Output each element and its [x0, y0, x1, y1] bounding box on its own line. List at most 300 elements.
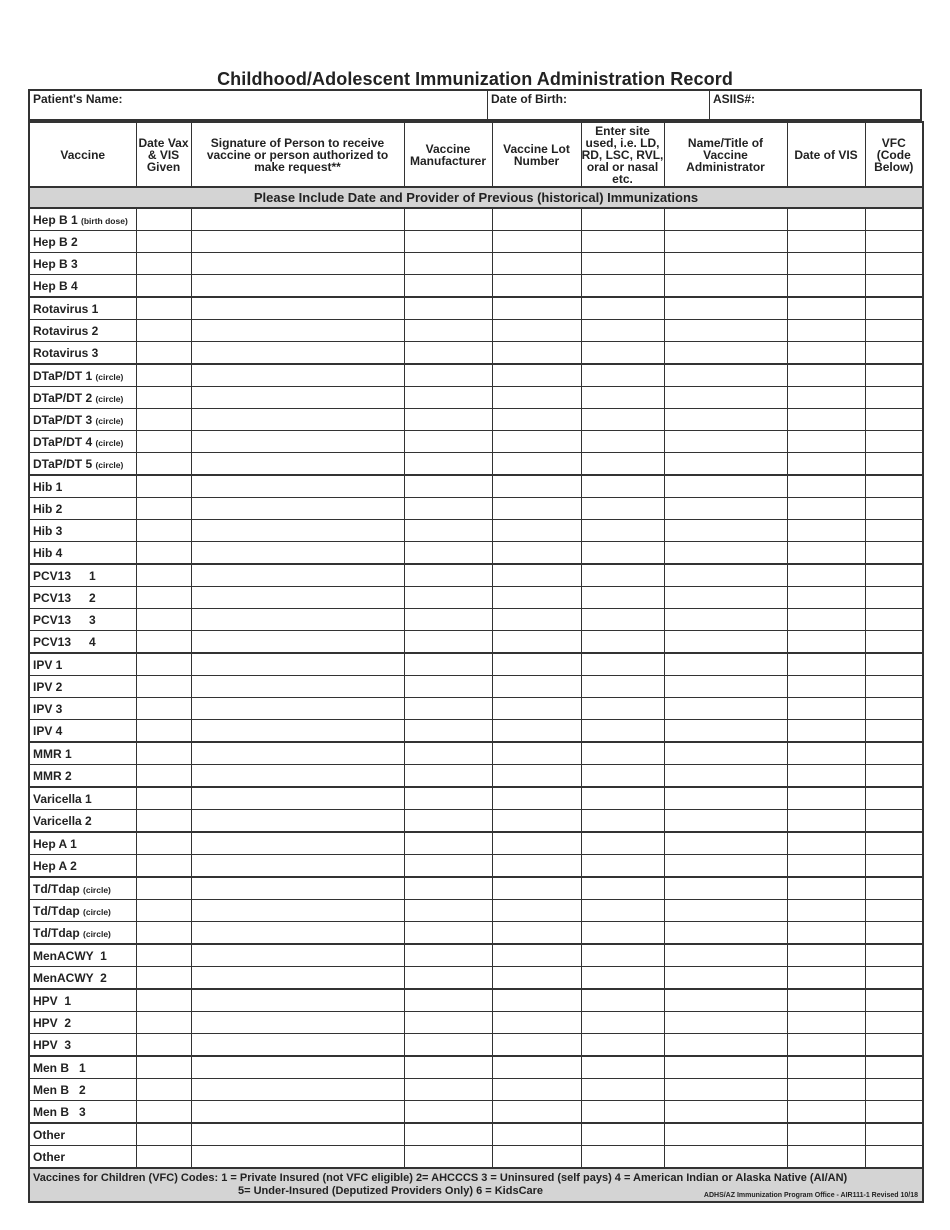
site-cell[interactable]	[581, 922, 664, 945]
date-vis-cell[interactable]	[787, 832, 865, 855]
date-vax-cell[interactable]	[136, 208, 191, 231]
signature-cell[interactable]	[191, 832, 404, 855]
date-vis-cell[interactable]	[787, 631, 865, 654]
vfc-cell[interactable]	[865, 320, 923, 342]
manufacturer-cell[interactable]	[404, 989, 492, 1012]
manufacturer-cell[interactable]	[404, 742, 492, 765]
vfc-cell[interactable]	[865, 1101, 923, 1124]
vfc-cell[interactable]	[865, 1012, 923, 1034]
administrator-cell[interactable]	[664, 409, 787, 431]
signature-cell[interactable]	[191, 720, 404, 743]
site-cell[interactable]	[581, 676, 664, 698]
administrator-cell[interactable]	[664, 653, 787, 676]
manufacturer-cell[interactable]	[404, 364, 492, 387]
administrator-cell[interactable]	[664, 676, 787, 698]
manufacturer-cell[interactable]	[404, 698, 492, 720]
date-vax-cell[interactable]	[136, 542, 191, 565]
administrator-cell[interactable]	[664, 1101, 787, 1124]
lot-number-cell[interactable]	[492, 364, 581, 387]
site-cell[interactable]	[581, 720, 664, 743]
vfc-cell[interactable]	[865, 653, 923, 676]
administrator-cell[interactable]	[664, 431, 787, 453]
administrator-cell[interactable]	[664, 1079, 787, 1101]
date-vis-cell[interactable]	[787, 231, 865, 253]
date-vax-cell[interactable]	[136, 877, 191, 900]
administrator-cell[interactable]	[664, 1012, 787, 1034]
date-vax-cell[interactable]	[136, 1123, 191, 1146]
signature-cell[interactable]	[191, 431, 404, 453]
administrator-cell[interactable]	[664, 609, 787, 631]
date-vax-cell[interactable]	[136, 409, 191, 431]
site-cell[interactable]	[581, 431, 664, 453]
date-vax-cell[interactable]	[136, 253, 191, 275]
lot-number-cell[interactable]	[492, 698, 581, 720]
site-cell[interactable]	[581, 453, 664, 476]
signature-cell[interactable]	[191, 631, 404, 654]
date-vax-cell[interactable]	[136, 676, 191, 698]
signature-cell[interactable]	[191, 1079, 404, 1101]
vfc-cell[interactable]	[865, 609, 923, 631]
site-cell[interactable]	[581, 542, 664, 565]
site-cell[interactable]	[581, 587, 664, 609]
date-vis-cell[interactable]	[787, 989, 865, 1012]
vfc-cell[interactable]	[865, 989, 923, 1012]
administrator-cell[interactable]	[664, 253, 787, 275]
date-vis-cell[interactable]	[787, 297, 865, 320]
lot-number-cell[interactable]	[492, 765, 581, 788]
site-cell[interactable]	[581, 877, 664, 900]
administrator-cell[interactable]	[664, 498, 787, 520]
date-vax-cell[interactable]	[136, 653, 191, 676]
date-vax-cell[interactable]	[136, 631, 191, 654]
date-vis-cell[interactable]	[787, 542, 865, 565]
date-vis-cell[interactable]	[787, 1012, 865, 1034]
vfc-cell[interactable]	[865, 1034, 923, 1057]
site-cell[interactable]	[581, 275, 664, 298]
administrator-cell[interactable]	[664, 698, 787, 720]
vfc-cell[interactable]	[865, 453, 923, 476]
administrator-cell[interactable]	[664, 387, 787, 409]
signature-cell[interactable]	[191, 208, 404, 231]
lot-number-cell[interactable]	[492, 877, 581, 900]
signature-cell[interactable]	[191, 765, 404, 788]
vfc-cell[interactable]	[865, 900, 923, 922]
date-vax-cell[interactable]	[136, 475, 191, 498]
date-vax-cell[interactable]	[136, 498, 191, 520]
lot-number-cell[interactable]	[492, 1146, 581, 1169]
site-cell[interactable]	[581, 520, 664, 542]
lot-number-cell[interactable]	[492, 676, 581, 698]
manufacturer-cell[interactable]	[404, 653, 492, 676]
administrator-cell[interactable]	[664, 475, 787, 498]
date-vax-cell[interactable]	[136, 387, 191, 409]
site-cell[interactable]	[581, 1012, 664, 1034]
date-vax-cell[interactable]	[136, 720, 191, 743]
signature-cell[interactable]	[191, 542, 404, 565]
vfc-cell[interactable]	[865, 587, 923, 609]
date-vis-cell[interactable]	[787, 409, 865, 431]
site-cell[interactable]	[581, 1101, 664, 1124]
administrator-cell[interactable]	[664, 1123, 787, 1146]
manufacturer-cell[interactable]	[404, 498, 492, 520]
date-vax-cell[interactable]	[136, 587, 191, 609]
lot-number-cell[interactable]	[492, 810, 581, 833]
date-vax-cell[interactable]	[136, 1079, 191, 1101]
vfc-cell[interactable]	[865, 409, 923, 431]
lot-number-cell[interactable]	[492, 1034, 581, 1057]
date-vis-cell[interactable]	[787, 320, 865, 342]
administrator-cell[interactable]	[664, 587, 787, 609]
date-vax-cell[interactable]	[136, 609, 191, 631]
signature-cell[interactable]	[191, 1034, 404, 1057]
lot-number-cell[interactable]	[492, 944, 581, 967]
date-vax-cell[interactable]	[136, 1056, 191, 1079]
manufacturer-cell[interactable]	[404, 832, 492, 855]
date-vis-cell[interactable]	[787, 609, 865, 631]
manufacturer-cell[interactable]	[404, 810, 492, 833]
signature-cell[interactable]	[191, 1146, 404, 1169]
signature-cell[interactable]	[191, 409, 404, 431]
signature-cell[interactable]	[191, 609, 404, 631]
site-cell[interactable]	[581, 967, 664, 990]
date-vis-cell[interactable]	[787, 387, 865, 409]
manufacturer-cell[interactable]	[404, 765, 492, 788]
signature-cell[interactable]	[191, 520, 404, 542]
lot-number-cell[interactable]	[492, 208, 581, 231]
date-vax-cell[interactable]	[136, 297, 191, 320]
administrator-cell[interactable]	[664, 944, 787, 967]
lot-number-cell[interactable]	[492, 453, 581, 476]
administrator-cell[interactable]	[664, 631, 787, 654]
date-vax-cell[interactable]	[136, 453, 191, 476]
lot-number-cell[interactable]	[492, 520, 581, 542]
site-cell[interactable]	[581, 208, 664, 231]
date-vis-cell[interactable]	[787, 208, 865, 231]
administrator-cell[interactable]	[664, 1056, 787, 1079]
date-vis-cell[interactable]	[787, 253, 865, 275]
date-vis-cell[interactable]	[787, 810, 865, 833]
date-vis-cell[interactable]	[787, 275, 865, 298]
administrator-cell[interactable]	[664, 989, 787, 1012]
date-vax-cell[interactable]	[136, 275, 191, 298]
lot-number-cell[interactable]	[492, 297, 581, 320]
signature-cell[interactable]	[191, 989, 404, 1012]
lot-number-cell[interactable]	[492, 631, 581, 654]
signature-cell[interactable]	[191, 742, 404, 765]
signature-cell[interactable]	[191, 231, 404, 253]
lot-number-cell[interactable]	[492, 1123, 581, 1146]
asiis-field[interactable]	[710, 91, 920, 119]
administrator-cell[interactable]	[664, 810, 787, 833]
site-cell[interactable]	[581, 653, 664, 676]
date-vis-cell[interactable]	[787, 742, 865, 765]
vfc-cell[interactable]	[865, 253, 923, 275]
signature-cell[interactable]	[191, 787, 404, 810]
date-vax-cell[interactable]	[136, 810, 191, 833]
date-vax-cell[interactable]	[136, 698, 191, 720]
vfc-cell[interactable]	[865, 498, 923, 520]
site-cell[interactable]	[581, 231, 664, 253]
manufacturer-cell[interactable]	[404, 587, 492, 609]
administrator-cell[interactable]	[664, 877, 787, 900]
manufacturer-cell[interactable]	[404, 387, 492, 409]
date-vis-cell[interactable]	[787, 475, 865, 498]
signature-cell[interactable]	[191, 698, 404, 720]
administrator-cell[interactable]	[664, 520, 787, 542]
vfc-cell[interactable]	[865, 720, 923, 743]
date-vis-cell[interactable]	[787, 453, 865, 476]
administrator-cell[interactable]	[664, 855, 787, 878]
date-vax-cell[interactable]	[136, 342, 191, 365]
site-cell[interactable]	[581, 297, 664, 320]
site-cell[interactable]	[581, 787, 664, 810]
manufacturer-cell[interactable]	[404, 297, 492, 320]
vfc-cell[interactable]	[865, 676, 923, 698]
vfc-cell[interactable]	[865, 475, 923, 498]
manufacturer-cell[interactable]	[404, 520, 492, 542]
vfc-cell[interactable]	[865, 631, 923, 654]
site-cell[interactable]	[581, 1123, 664, 1146]
vfc-cell[interactable]	[865, 364, 923, 387]
signature-cell[interactable]	[191, 387, 404, 409]
manufacturer-cell[interactable]	[404, 275, 492, 298]
manufacturer-cell[interactable]	[404, 944, 492, 967]
vfc-cell[interactable]	[865, 564, 923, 587]
date-vis-cell[interactable]	[787, 431, 865, 453]
administrator-cell[interactable]	[664, 765, 787, 788]
date-vis-cell[interactable]	[787, 564, 865, 587]
manufacturer-cell[interactable]	[404, 253, 492, 275]
administrator-cell[interactable]	[664, 453, 787, 476]
site-cell[interactable]	[581, 253, 664, 275]
site-cell[interactable]	[581, 609, 664, 631]
date-vis-cell[interactable]	[787, 1123, 865, 1146]
manufacturer-cell[interactable]	[404, 542, 492, 565]
manufacturer-cell[interactable]	[404, 475, 492, 498]
manufacturer-cell[interactable]	[404, 900, 492, 922]
manufacturer-cell[interactable]	[404, 720, 492, 743]
site-cell[interactable]	[581, 409, 664, 431]
lot-number-cell[interactable]	[492, 720, 581, 743]
site-cell[interactable]	[581, 765, 664, 788]
signature-cell[interactable]	[191, 967, 404, 990]
site-cell[interactable]	[581, 364, 664, 387]
site-cell[interactable]	[581, 1079, 664, 1101]
site-cell[interactable]	[581, 832, 664, 855]
lot-number-cell[interactable]	[492, 387, 581, 409]
date-vax-cell[interactable]	[136, 765, 191, 788]
vfc-cell[interactable]	[865, 742, 923, 765]
signature-cell[interactable]	[191, 320, 404, 342]
site-cell[interactable]	[581, 855, 664, 878]
site-cell[interactable]	[581, 498, 664, 520]
administrator-cell[interactable]	[664, 364, 787, 387]
date-vax-cell[interactable]	[136, 1012, 191, 1034]
lot-number-cell[interactable]	[492, 1056, 581, 1079]
administrator-cell[interactable]	[664, 542, 787, 565]
lot-number-cell[interactable]	[492, 609, 581, 631]
lot-number-cell[interactable]	[492, 409, 581, 431]
administrator-cell[interactable]	[664, 275, 787, 298]
date-vax-cell[interactable]	[136, 364, 191, 387]
lot-number-cell[interactable]	[492, 742, 581, 765]
vfc-cell[interactable]	[865, 342, 923, 365]
vfc-cell[interactable]	[865, 967, 923, 990]
vfc-cell[interactable]	[865, 832, 923, 855]
signature-cell[interactable]	[191, 587, 404, 609]
lot-number-cell[interactable]	[492, 564, 581, 587]
administrator-cell[interactable]	[664, 297, 787, 320]
vfc-cell[interactable]	[865, 877, 923, 900]
lot-number-cell[interactable]	[492, 787, 581, 810]
signature-cell[interactable]	[191, 498, 404, 520]
administrator-cell[interactable]	[664, 342, 787, 365]
date-vis-cell[interactable]	[787, 698, 865, 720]
vfc-cell[interactable]	[865, 208, 923, 231]
vfc-cell[interactable]	[865, 1079, 923, 1101]
site-cell[interactable]	[581, 989, 664, 1012]
date-vax-cell[interactable]	[136, 320, 191, 342]
date-vis-cell[interactable]	[787, 1034, 865, 1057]
manufacturer-cell[interactable]	[404, 431, 492, 453]
administrator-cell[interactable]	[664, 787, 787, 810]
vfc-cell[interactable]	[865, 431, 923, 453]
date-vax-cell[interactable]	[136, 967, 191, 990]
manufacturer-cell[interactable]	[404, 231, 492, 253]
lot-number-cell[interactable]	[492, 967, 581, 990]
administrator-cell[interactable]	[664, 1034, 787, 1057]
vfc-cell[interactable]	[865, 810, 923, 833]
signature-cell[interactable]	[191, 653, 404, 676]
signature-cell[interactable]	[191, 564, 404, 587]
administrator-cell[interactable]	[664, 742, 787, 765]
site-cell[interactable]	[581, 742, 664, 765]
signature-cell[interactable]	[191, 297, 404, 320]
signature-cell[interactable]	[191, 855, 404, 878]
manufacturer-cell[interactable]	[404, 1146, 492, 1169]
manufacturer-cell[interactable]	[404, 676, 492, 698]
lot-number-cell[interactable]	[492, 498, 581, 520]
site-cell[interactable]	[581, 1034, 664, 1057]
date-vax-cell[interactable]	[136, 431, 191, 453]
lot-number-cell[interactable]	[492, 542, 581, 565]
site-cell[interactable]	[581, 1146, 664, 1169]
lot-number-cell[interactable]	[492, 653, 581, 676]
manufacturer-cell[interactable]	[404, 1012, 492, 1034]
vfc-cell[interactable]	[865, 1056, 923, 1079]
manufacturer-cell[interactable]	[404, 320, 492, 342]
manufacturer-cell[interactable]	[404, 967, 492, 990]
lot-number-cell[interactable]	[492, 832, 581, 855]
date-vis-cell[interactable]	[787, 720, 865, 743]
lot-number-cell[interactable]	[492, 922, 581, 945]
date-of-birth-field[interactable]	[488, 91, 710, 119]
date-vis-cell[interactable]	[787, 1101, 865, 1124]
site-cell[interactable]	[581, 564, 664, 587]
vfc-cell[interactable]	[865, 297, 923, 320]
date-vax-cell[interactable]	[136, 787, 191, 810]
date-vis-cell[interactable]	[787, 676, 865, 698]
vfc-cell[interactable]	[865, 542, 923, 565]
date-vax-cell[interactable]	[136, 944, 191, 967]
lot-number-cell[interactable]	[492, 475, 581, 498]
date-vis-cell[interactable]	[787, 1146, 865, 1169]
date-vax-cell[interactable]	[136, 922, 191, 945]
manufacturer-cell[interactable]	[404, 922, 492, 945]
lot-number-cell[interactable]	[492, 1012, 581, 1034]
date-vis-cell[interactable]	[787, 967, 865, 990]
manufacturer-cell[interactable]	[404, 1123, 492, 1146]
site-cell[interactable]	[581, 944, 664, 967]
administrator-cell[interactable]	[664, 564, 787, 587]
lot-number-cell[interactable]	[492, 431, 581, 453]
date-vis-cell[interactable]	[787, 900, 865, 922]
signature-cell[interactable]	[191, 676, 404, 698]
manufacturer-cell[interactable]	[404, 409, 492, 431]
lot-number-cell[interactable]	[492, 342, 581, 365]
lot-number-cell[interactable]	[492, 900, 581, 922]
administrator-cell[interactable]	[664, 208, 787, 231]
signature-cell[interactable]	[191, 475, 404, 498]
signature-cell[interactable]	[191, 1123, 404, 1146]
date-vis-cell[interactable]	[787, 520, 865, 542]
manufacturer-cell[interactable]	[404, 1079, 492, 1101]
manufacturer-cell[interactable]	[404, 631, 492, 654]
site-cell[interactable]	[581, 1056, 664, 1079]
manufacturer-cell[interactable]	[404, 342, 492, 365]
manufacturer-cell[interactable]	[404, 564, 492, 587]
signature-cell[interactable]	[191, 1101, 404, 1124]
site-cell[interactable]	[581, 698, 664, 720]
manufacturer-cell[interactable]	[404, 787, 492, 810]
lot-number-cell[interactable]	[492, 1079, 581, 1101]
date-vis-cell[interactable]	[787, 765, 865, 788]
site-cell[interactable]	[581, 342, 664, 365]
patient-name-field[interactable]	[30, 91, 488, 119]
signature-cell[interactable]	[191, 253, 404, 275]
signature-cell[interactable]	[191, 275, 404, 298]
date-vax-cell[interactable]	[136, 742, 191, 765]
date-vis-cell[interactable]	[787, 787, 865, 810]
signature-cell[interactable]	[191, 810, 404, 833]
administrator-cell[interactable]	[664, 832, 787, 855]
date-vis-cell[interactable]	[787, 855, 865, 878]
date-vax-cell[interactable]	[136, 900, 191, 922]
date-vax-cell[interactable]	[136, 989, 191, 1012]
administrator-cell[interactable]	[664, 922, 787, 945]
date-vax-cell[interactable]	[136, 832, 191, 855]
vfc-cell[interactable]	[865, 855, 923, 878]
site-cell[interactable]	[581, 320, 664, 342]
manufacturer-cell[interactable]	[404, 208, 492, 231]
manufacturer-cell[interactable]	[404, 1034, 492, 1057]
date-vax-cell[interactable]	[136, 564, 191, 587]
lot-number-cell[interactable]	[492, 1101, 581, 1124]
vfc-cell[interactable]	[865, 387, 923, 409]
site-cell[interactable]	[581, 475, 664, 498]
date-vis-cell[interactable]	[787, 498, 865, 520]
lot-number-cell[interactable]	[492, 989, 581, 1012]
vfc-cell[interactable]	[865, 787, 923, 810]
date-vis-cell[interactable]	[787, 944, 865, 967]
administrator-cell[interactable]	[664, 320, 787, 342]
administrator-cell[interactable]	[664, 967, 787, 990]
site-cell[interactable]	[581, 810, 664, 833]
date-vis-cell[interactable]	[787, 342, 865, 365]
vfc-cell[interactable]	[865, 922, 923, 945]
date-vis-cell[interactable]	[787, 877, 865, 900]
manufacturer-cell[interactable]	[404, 453, 492, 476]
